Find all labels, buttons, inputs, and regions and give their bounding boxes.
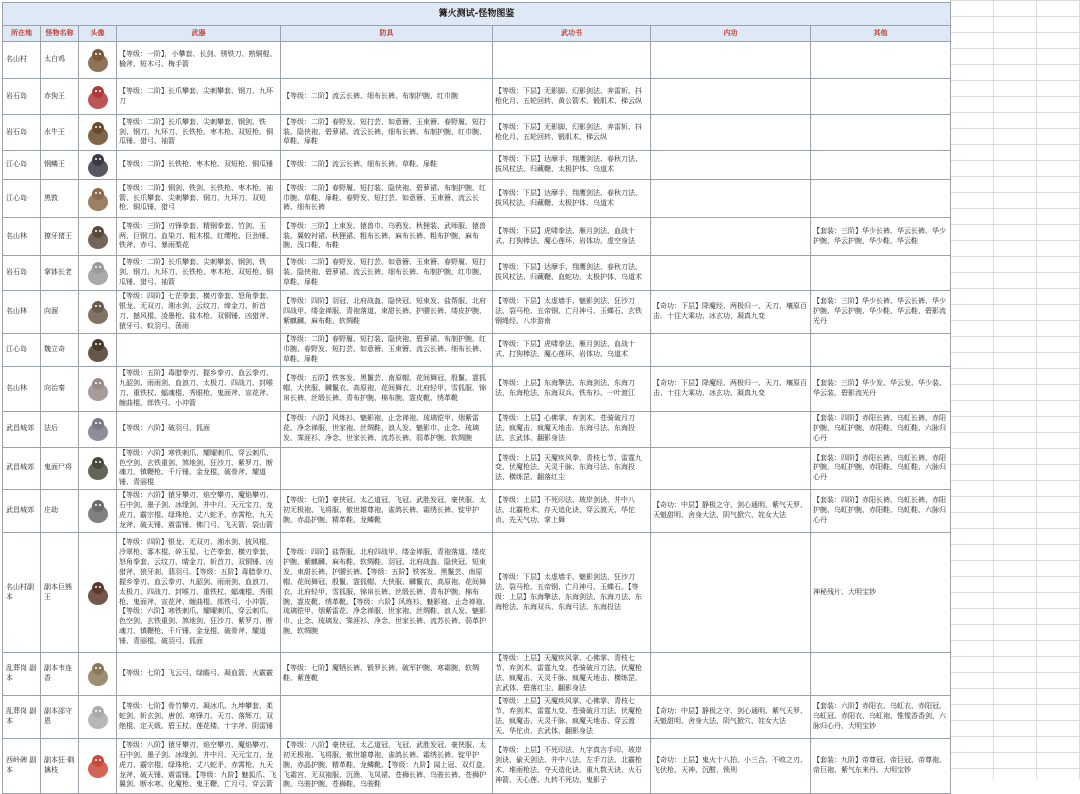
cell-location[interactable]: 名山村副本: [3, 533, 41, 653]
cell-weapon[interactable]: 【等级：二阶】铜剑、铁剑、长铁枪、枣木枪、袖箭、长爪攀套、尖刺攀套、钢刀、九环刀、双短枪、铜瓜锤、猎弓: [117, 180, 281, 218]
cell-name[interactable]: 獠牙猪王: [41, 218, 79, 256]
cell-location[interactable]: 岩石岛: [3, 79, 41, 115]
cell-inner[interactable]: [651, 42, 811, 79]
sheet-title[interactable]: 篝火测试-怪物图鉴: [3, 3, 951, 26]
cell-name[interactable]: 掌钵长老: [41, 256, 79, 291]
cell-book[interactable]: 【等级：下层】无影脚、幻影剑法、奔雷斩、抖枪化月、五轮回转、黄公箭术、锻肌术、梯云纵: [493, 79, 651, 115]
monster-avatar[interactable]: [79, 151, 117, 180]
cell-weapon[interactable]: 【等级：三阶】刃锋拳套、精钢拳套、竹剑、玉两、巨钢刀、血染刀、粗木棍、红缨枪、巨劲锤、铁斧、赤弓、暴雨梨花: [117, 218, 281, 256]
cell-armor[interactable]: [281, 447, 493, 490]
cell-location[interactable]: 岩石岛: [3, 256, 41, 291]
cell-name[interactable]: 水牛王: [41, 115, 79, 151]
cell-book[interactable]: 【等级：下层】太虚墙手、魅影剑法、狂沙刀法、裂马枪、五帝钢、亡月神弓、玉蝶石、玄铁钢绳经、八步游南: [493, 291, 651, 334]
header-name[interactable]: 怪物名称: [41, 26, 79, 42]
avatar-image: [84, 703, 112, 731]
cell-weapon[interactable]: 【等级：七阶】骨竹攀刃、凝冰爪、九坤攀套、柔蛇剑、斩玄剑、唐创、寒锋刀、天刀、落辉刀、双绝棍、定天戟、碧玉杖、莲花楼、十字斧、阴雷锤: [117, 695, 281, 738]
cell-weapon[interactable]: 【等级：七阶】飞云弓、绿瞻弓、凝血箭、火霰霰: [117, 653, 281, 696]
avatar-image: [84, 151, 112, 179]
table-row: [3, 180, 951, 218]
cell-location[interactable]: 西岭碑 副本: [3, 738, 41, 793]
cell-weapon[interactable]: 【等级：二阶】长爪攀套、尖刺攀套、钢剑、铁剑、钢刀、九环刀、长铁枪、枣木枪、双短枪、铜瓜锤、猎弓、袖箭: [117, 256, 281, 291]
cell-inner[interactable]: [651, 333, 811, 366]
cell-other[interactable]: [811, 115, 951, 151]
cell-armor[interactable]: 【等级：二阶】春野发、短打芸、如意簪、玉束簪、春野履、短打装、隐侠袍、碧萝裙、流云长裤、细布长裤、布制护腕、红巾腕、草鞋、扉鞋: [281, 256, 493, 291]
cell-armor[interactable]: 【等级：八阶】豪侠冠、太乙道冠、飞冠、武胜发冠、豪侠服、太初无极袍、飞将服、傲世雄尊袍、雀鸽长裤、霜绣长裤、锭甲护腕、赤晶护腕、精革鞋、龙鳞靴。【等级：九阶】闻上冠、双灯盒、飞霜宫、无双袍服、沉渔、飞凤裙、苍狮长裤、乌骏长裤、苍狮护腕、乌骏护腕、苍狮鞋、乌骏鞋: [281, 738, 493, 793]
cell-name[interactable]: 副本狂·剩擒枝: [41, 738, 79, 793]
table-row: [3, 218, 951, 256]
cell-other[interactable]: 【套装：四阶】赤阳长裤、乌虹长裤、赤阳护腕、乌虹护腕、赤阳鞋、乌虹鞋、六脉归心丹: [811, 447, 951, 490]
avatar-image: [84, 259, 112, 287]
cell-location[interactable]: 名山林: [3, 291, 41, 334]
monster-avatar[interactable]: [79, 180, 117, 218]
cell-location[interactable]: 江心岛: [3, 333, 41, 366]
avatar-image: [84, 375, 112, 403]
cell-armor[interactable]: 【等级：七阶】魔牺长裤、锻罗长裤、破军护腕、寒霜腕、软绸鞋、紫莲靴: [281, 653, 493, 696]
avatar-image: [84, 223, 112, 251]
cell-armor[interactable]: 【等级：二阶】春野履、短打装、隐侠袍、碧萝裙、布制护腕、红巾腕、春野发、短打芸、如意簪、玉束簪、流云长裤、细布长裤、草鞋、扉鞋: [281, 333, 493, 366]
cell-other[interactable]: [811, 79, 951, 115]
cell-book[interactable]: 【等级：上层】不死印法、玻岸剑诀、井中八法、北霸枪术、存天追化诀、穿云渡天、华佗贞、先天气功、掌上舞: [493, 490, 651, 533]
monster-avatar[interactable]: [79, 218, 117, 256]
cell-other[interactable]: 【套装：九阶】帝尊冠、帝巨冠、帝尊袍、帝巨袍、紫气东来丹、大明宝钞: [811, 738, 951, 793]
header-book[interactable]: 武功书: [493, 26, 651, 42]
table-row: [3, 533, 951, 653]
cell-book[interactable]: 【等级：下层】达摩手、翔鹰剑法、春秋刀法、拔风杖法、归藏鞭、太极护体、乌道术: [493, 180, 651, 218]
cell-inner[interactable]: [651, 115, 811, 151]
cell-location[interactable]: 名山村: [3, 42, 41, 79]
cell-inner[interactable]: [651, 411, 811, 447]
cell-name[interactable]: 副本邵守恩: [41, 695, 79, 738]
avatar-image: [84, 454, 112, 482]
cell-book[interactable]: 【等级：上层】东海擎法、东海剑法、东海刀法、东海枪法、东海双兵、铁布衫、一叶渡江: [493, 366, 651, 411]
monster-avatar[interactable]: [79, 79, 117, 115]
monster-avatar[interactable]: [79, 738, 117, 793]
cell-book[interactable]: 【等级：下层】太虚墙手、魅影剑法、狂沙刀法、裂马枪、五帝钢、亡月神弓、玉蝶石。【等级：上层】东海擎法、东海剑法、东海刀法、东海枪法、东海双兵、东海弓法、东海投法: [493, 533, 651, 653]
cell-armor[interactable]: 【等级：二阶】春野发、短打芸、如意簪、玉束簪、春野履、短打装、隐侠袍、碧萝裙、流云长裤、细布长裤、布制护腕、红巾腕、草鞋、扉鞋: [281, 115, 493, 151]
avatar-image: [84, 46, 112, 74]
table-row: [3, 42, 951, 79]
cell-inner[interactable]: [651, 256, 811, 291]
cell-other[interactable]: [811, 653, 951, 696]
header-avatar[interactable]: 头像: [79, 26, 117, 42]
avatar-image: [84, 660, 112, 688]
cell-location[interactable]: 武昌城郊: [3, 490, 41, 533]
cell-inner[interactable]: 【奇功：上层】鬼火十八拍、小三合、不败之刃、飞伏枪、天神、沉酣、锁刑: [651, 738, 811, 793]
cell-name[interactable]: 法后: [41, 411, 79, 447]
table-row: [3, 490, 951, 533]
cell-armor[interactable]: 【等级：四阶】盐帮服、北府四战甲、缕金禅服、青袍落道、缕皮护腕、紫麒麟、麻布鞋、软绸鞋、羽冠、北府战盔、隐侠冠、短束发、束甜长裤、护腰长裤。【等级：五阶】铁客发、黑鬣芸、南原帽、花间舞冠、殷鬣、霊狐帽、大侠服、麟鬣衣、高原袍、花间舞衣、北府轻甲、雪狐服、锦帛长裤、丝缎长裤、青布护腕、棉布腕、霊皮靴、绣革靴。【等级：六阶】风炼衫、魅影袍、止念禅袍、琉璃铠甲、烟紫雷花、净念禅服、世家袍、丝绸鞋、浪人发、魅影巾、止念、琉璃发、霁涯衫、净念、世家长裤、流苏长裤、弱革护腕、软绸腕: [281, 533, 493, 653]
cell-other[interactable]: 【套装：四阶】赤阳长裤、乌虹长裤、赤阳护腕、乌虹护腕、赤阳鞋、乌虹鞋、六脉归心丹: [811, 411, 951, 447]
monster-avatar[interactable]: [79, 695, 117, 738]
cell-name[interactable]: 黑敦: [41, 180, 79, 218]
cell-book[interactable]: 【等级：下层】达摩手、翔鹰剑法、春秋刀法、拔风杖法、归藏鞭、太极护体、乌道术: [493, 151, 651, 180]
monster-avatar[interactable]: [79, 333, 117, 366]
cell-other[interactable]: 【套装：三阶】华少长裤、华云长裤、华少护腕、华云护腕、华少鞋、华云鞋、碧影流光丹: [811, 291, 951, 334]
cell-name[interactable]: 赤狗王: [41, 79, 79, 115]
cell-inner[interactable]: 【奇功：下层】降魔经、两极归一、天刀、壤原百击、十往大乘功、冰玄功、凝真九变: [651, 291, 811, 334]
cell-other[interactable]: [811, 151, 951, 180]
cell-name[interactable]: 钢鳞王: [41, 151, 79, 180]
cell-name[interactable]: 向治秦: [41, 366, 79, 411]
cell-inner[interactable]: [651, 653, 811, 696]
cell-weapon[interactable]: 【等级：四阶】七茫拳套、横刃拳套、怒角拳套、银龙、无双刃、湘水剑、云纹刀、缔金刀、斩首刀、撼风棍、凌墨枪、盐木枪、双铜锤、凶猎斧、猿牙弓、蚁羽弓、荡雨: [117, 291, 281, 334]
cell-other[interactable]: 【套装：四阶】赤阳长裤、乌虹长裤、赤阳护腕、乌虹护腕、赤阳鞋、乌虹鞋、六脉归心丹: [811, 490, 951, 533]
table-row: [3, 366, 951, 411]
cell-other[interactable]: 【套装：三阶】华少发、华云发、华少装、华云装、碧影流光丹: [811, 366, 951, 411]
header-armor[interactable]: 防具: [281, 26, 493, 42]
table-row: [3, 79, 951, 115]
cell-name[interactable]: 太白鸡: [41, 42, 79, 79]
cell-weapon[interactable]: 【等级：六阶】破羽弓、狐面: [117, 411, 281, 447]
cell-weapon[interactable]: 【等级：八阶】猿牙攀刃、焰空攀刃、魔焰攀刃、石中剑、墨子剑、冰缘剑、井中月、天元宝刀、龙虎刀、霸宗棍、绿珠枪、丈八蛇矛、赤霄枪、九天龙斧、破天锤、震雷锤。【等级：九阶】魅狐爪、飞翼剑、断水寒、化魔枪、鬼王鞭、亡月弓、穿云箭: [117, 738, 281, 793]
avatar-image: [84, 185, 112, 213]
cell-armor[interactable]: 【等级：二阶】流云长裤、细布长裤、布制护腕、红巾腕: [281, 79, 493, 115]
cell-armor[interactable]: [281, 42, 493, 79]
avatar-image: [84, 579, 112, 607]
cell-location[interactable]: 武昌城郊: [3, 411, 41, 447]
cell-inner[interactable]: [651, 151, 811, 180]
header-inner[interactable]: 内功: [651, 26, 811, 42]
table-row: [3, 291, 951, 334]
cell-location[interactable]: 武昌城郊: [3, 447, 41, 490]
cell-armor[interactable]: 【等级：四阶】羽冠、北府战盔、隐侠冠、短束发、盐帮服、北府四战甲、缕金禅服、青袍落道、束甜长裤、护腰长裤、缕皮护腕、紫麒麟、麻布鞋、软绸鞋: [281, 291, 493, 334]
cell-inner[interactable]: 【奇功：中层】静极之守、剑心通明、紫气天罗、天魁甜明、舍身大法、阴气掀穴、姹女大法: [651, 695, 811, 738]
cell-armor[interactable]: 【等级：六阶】风炼衫、魅影袍、止念禅袍、琉璃铠甲、烟紫雷花、净念禅服、世家袍、丝绸鞋、浪人发、魅影巾、止念、琉璃发、霁涯衫、净念、世家长裤、流苏长裤、弱革护腕、软绸腕: [281, 411, 493, 447]
cell-other[interactable]: [811, 256, 951, 291]
cell-weapon[interactable]: 【等级：二阶】长爪攀套、尖刺攀套、钢剑、铁剑、钢刀、九环刀、长铁枪、枣木枪、双短枪、铜瓜锤、猎弓、袖箭: [117, 115, 281, 151]
cell-inner[interactable]: [651, 79, 811, 115]
cell-armor[interactable]: 【等级：七阶】豪侠冠、太乙道冠、飞冠、武胜发冠、豪侠服、太初无极袍、飞将服、傲世雄尊袍、雀鸽长裤、霜绣长裤、锭甲护腕、赤晶护腕、精革鞋、龙鳞靴: [281, 490, 493, 533]
cell-inner[interactable]: [651, 533, 811, 653]
cell-book[interactable]: 【等级：上层】天魔疾风掌、心佛掌、青枝七节、弃剑术、雷霆九变、苍骑破月刀法、伏魔枪法、疯魔击、天灵千脉、疯魔天地击、横练罡、玄武体、碧落红尘、翻影身法: [493, 653, 651, 696]
cell-book[interactable]: 【等级：下层】虎啸拳法、雁月剑法、血战十式、打狗棒法、魔心莲环、岩体功、虚空身法: [493, 218, 651, 256]
table-row: [3, 738, 951, 793]
cell-armor[interactable]: 【等级：二阶】春野履、短打装、隐侠袍、碧萝裙、布制护腕、红巾腕、草鞋、扉鞋、春野发、短打芸、如意簪、玉束簪、流云长裤、细布长裤: [281, 180, 493, 218]
cell-weapon[interactable]: 【等级：四阶】银龙、无双刃、湘水剑、披风棍、冷翠枪、寡木棍、碎玉星、七芒拳套、横刃拳套、怒角拳套、云纹刀、晴金刀、斩首刀、双铜锤、凶猎斧、狼牙刹、翡羽弓。【等级：五阶】毒腊拳刃、握乡拳刃、血云拳刃、九韶剑、雨雨剑、血浪刀、太极刀、四战刀、封喉刀、重铁杖、蝠魂棍、秀眼枪、鬼面斧、宣花斧、缠曲棍、郎铁弓、小冲箭。【等级：六阶】寒铁刺爪、耀曜刺爪、穿云刺爪、色空剑、玄铁重剑、煞地剑、狂沙刀、紫罗刀、断魂刀、镇鞭枪、千斤锤、金龙棍、破骨斧、耀道锤、青丽棍、破羽弓、狐面: [117, 533, 281, 653]
cell-weapon[interactable]: 【等级：六阶】寒铁刺爪、耀曜刺爪、穿云刺爪、色空剑、玄铁重剑、煞地剑、狂沙刀、紫罗刀、断魂刀、镇鞭枪、千斤锤、金龙棍、破骨斧、耀道锤、青丽棍: [117, 447, 281, 490]
cell-other[interactable]: 【套装：六阶】赤阳衣、乌虹衣、赤阳冠、乌虹冠、赤阳衣、乌虹袍、惟惺香香剑、六脉归心丹、大明宝钞: [811, 695, 951, 738]
cell-weapon[interactable]: 【等级：一阶】，小攀套、长剑、锈铁刀、熟铜棍、榆斧、短木弓、梅手箭: [117, 42, 281, 79]
cell-book[interactable]: 【等级：上层】心佛掌、弃剑术、苍骑破月刀法、疯魔击、疯魔天地击、东海弓法、东海投法、玄武体、翻影身法: [493, 411, 651, 447]
cell-location[interactable]: 岩石岛: [3, 115, 41, 151]
header-row: [3, 26, 951, 42]
cell-armor[interactable]: [281, 695, 493, 738]
cell-name[interactable]: 魏立奇: [41, 333, 79, 366]
cell-other[interactable]: 【套装：三阶】华少长裤、华云长裤、华少护腕、华云护腕、华少鞋、华云鞋: [811, 218, 951, 256]
table-row: [3, 447, 951, 490]
cell-name[interactable]: 副本巨熊王: [41, 533, 79, 653]
cell-other[interactable]: [811, 333, 951, 366]
cell-other[interactable]: 神秘残片、大明宝钞: [811, 533, 951, 653]
cell-armor[interactable]: 【等级：三阶】上束发、猿兽巾、乌鸦发、秋狸装、武师服、猿兽装、翼蛟衬裙、秋狸裙、粗布长裤、麻布长裤、粗布护腕、麻布腕、浅口鞋、布鞋: [281, 218, 493, 256]
cell-book[interactable]: 【等级：上层】天魔疾风掌、心佛掌、青枝七节、弃剑术、雷霆九变、苍骑破月刀法、伏魔枪法、疯魔击、天灵千脉、疯魔天地击、穿云渡天、华佗贞、玄武体、翻影身法: [493, 695, 651, 738]
cell-weapon[interactable]: 【等级：五阶】毒腊拳刃、握乡拳刃、血云拳刃、九韶剑、雨雨剑、血浪刀、太极刀、四战刀、封喉刀、重铁杖、蝠魂棍、秀眼枪、鬼面斧、宣花斧、缠曲棍、郎铁弓、小冲箭: [117, 366, 281, 411]
avatar-image: [84, 336, 112, 364]
cell-name[interactable]: 鬼面尸将: [41, 447, 79, 490]
monster-avatar[interactable]: [79, 366, 117, 411]
monster-avatar[interactable]: [79, 256, 117, 291]
monster-avatar[interactable]: [79, 533, 117, 653]
table-row: [3, 115, 951, 151]
table-row: [3, 653, 951, 696]
cell-other[interactable]: [811, 42, 951, 79]
avatar-image: [84, 119, 112, 147]
avatar-image: [84, 298, 112, 326]
cell-weapon[interactable]: [117, 333, 281, 366]
cell-book[interactable]: 【等级：下层】虎啸拳法、雁月剑法、血战十式、打狗棒法、魔心莲环、岩体功、乌道术: [493, 333, 651, 366]
cell-weapon[interactable]: 【等级：六阶】猿牙攀刃、焰空攀刃、魔焰攀刃、石中剑、墨子剑、冰缘剑、井中月、天元宝刀、龙虎刀、霸宗棍、绿珠枪、丈八蛇矛、赤霄枪、九天龙斧、破天锤、震雷锤、佛门弓、飞天箭、裂山箭: [117, 490, 281, 533]
avatar-image: [84, 752, 112, 780]
monster-avatar[interactable]: [79, 490, 117, 533]
avatar-image: [84, 497, 112, 525]
header-location[interactable]: 所在地: [3, 26, 41, 42]
cell-name[interactable]: 向溜: [41, 291, 79, 334]
cell-armor[interactable]: 【等级：二阶】流云长裤、细布长裤、草鞋、扉鞋: [281, 151, 493, 180]
cell-book[interactable]: 【等级：下层】无影脚、幻影剑法、奔雷斩、抖枪化月、五轮回转、锻肌术、梯云纵: [493, 115, 651, 151]
cell-weapon[interactable]: 【等级：二阶】长爪攀套、尖刺攀套、钢刀、九环刀: [117, 79, 281, 115]
cell-location[interactable]: 名山林: [3, 366, 41, 411]
table-row: [3, 151, 951, 180]
cell-location[interactable]: 乱葬岗 副本: [3, 653, 41, 696]
cell-inner[interactable]: 【奇功：下层】降魔经、两极归一、天刀、壤原百击、十往大乘功、冰玄功、凝真九变: [651, 366, 811, 411]
table-row: [3, 411, 951, 447]
monster-avatar[interactable]: [79, 115, 117, 151]
header-weapon[interactable]: 武器: [117, 26, 281, 42]
cell-weapon[interactable]: 【等级：二阶】长铁枪、枣木枪、双短枪、铜瓜锤: [117, 151, 281, 180]
header-other[interactable]: 其他: [811, 26, 951, 42]
empty-grid-area: [950, 0, 1080, 779]
monster-avatar[interactable]: [79, 653, 117, 696]
cell-location[interactable]: 名山林: [3, 218, 41, 256]
table-row: [3, 256, 951, 291]
monster-avatar[interactable]: [79, 291, 117, 334]
cell-name[interactable]: 庄劫: [41, 490, 79, 533]
cell-location[interactable]: 江心岛: [3, 151, 41, 180]
cell-name[interactable]: 副本韦连香: [41, 653, 79, 696]
monster-avatar[interactable]: [79, 411, 117, 447]
avatar-image: [84, 415, 112, 443]
cell-book[interactable]: 【等级：上层】天魔疾风拳、青枝七节、雷霆九变、伏魔枪法、天灵千脉、东海弓法、东海投法、横练罡、翻落红尘: [493, 447, 651, 490]
table-row: [3, 333, 951, 366]
cell-inner[interactable]: 【奇功：中层】静极之守、剑心通明、紫气天罗、天魁甜明、舍身大法、阴气掀穴、姹女大法: [651, 490, 811, 533]
cell-book[interactable]: [493, 42, 651, 79]
cell-armor[interactable]: 【等级：五阶】铁客发、黑鬣芸、南原帽、花间舞冠、殷鬣、霊狐帽、大侠服、麟鬣衣、高原袍、花间舞衣、北府轻甲、雪狐服、锦帛长裤、丝缎长裤、青布护腕、棉布腕、霊皮靴、绣革靴: [281, 366, 493, 411]
cell-location[interactable]: 江心岛: [3, 180, 41, 218]
monster-avatar[interactable]: [79, 447, 117, 490]
cell-book[interactable]: 【等级：上层】不死印法、九字真言手印、玻岸剑诀、偷天剑法、井中八法、左手刀法、北霸枪术、堆雨枪法、夺天造化诀、重九数天诀、火石神箭、天心莲、九转不死功、鬼影子: [493, 738, 651, 793]
cell-inner[interactable]: [651, 180, 811, 218]
cell-book[interactable]: 【等级：下层】达摩手、翔鹰剑法、春秋刀法、拔风杖法、归藏鞭、血蛇功、太极护体、乌道术: [493, 256, 651, 291]
cell-other[interactable]: [811, 180, 951, 218]
cell-inner[interactable]: [651, 218, 811, 256]
table-row: [3, 695, 951, 738]
cell-location[interactable]: 乱葬岗 副本: [3, 695, 41, 738]
monster-avatar[interactable]: [79, 42, 117, 79]
monster-table: [2, 2, 951, 794]
avatar-image: [84, 83, 112, 111]
cell-inner[interactable]: [651, 447, 811, 490]
